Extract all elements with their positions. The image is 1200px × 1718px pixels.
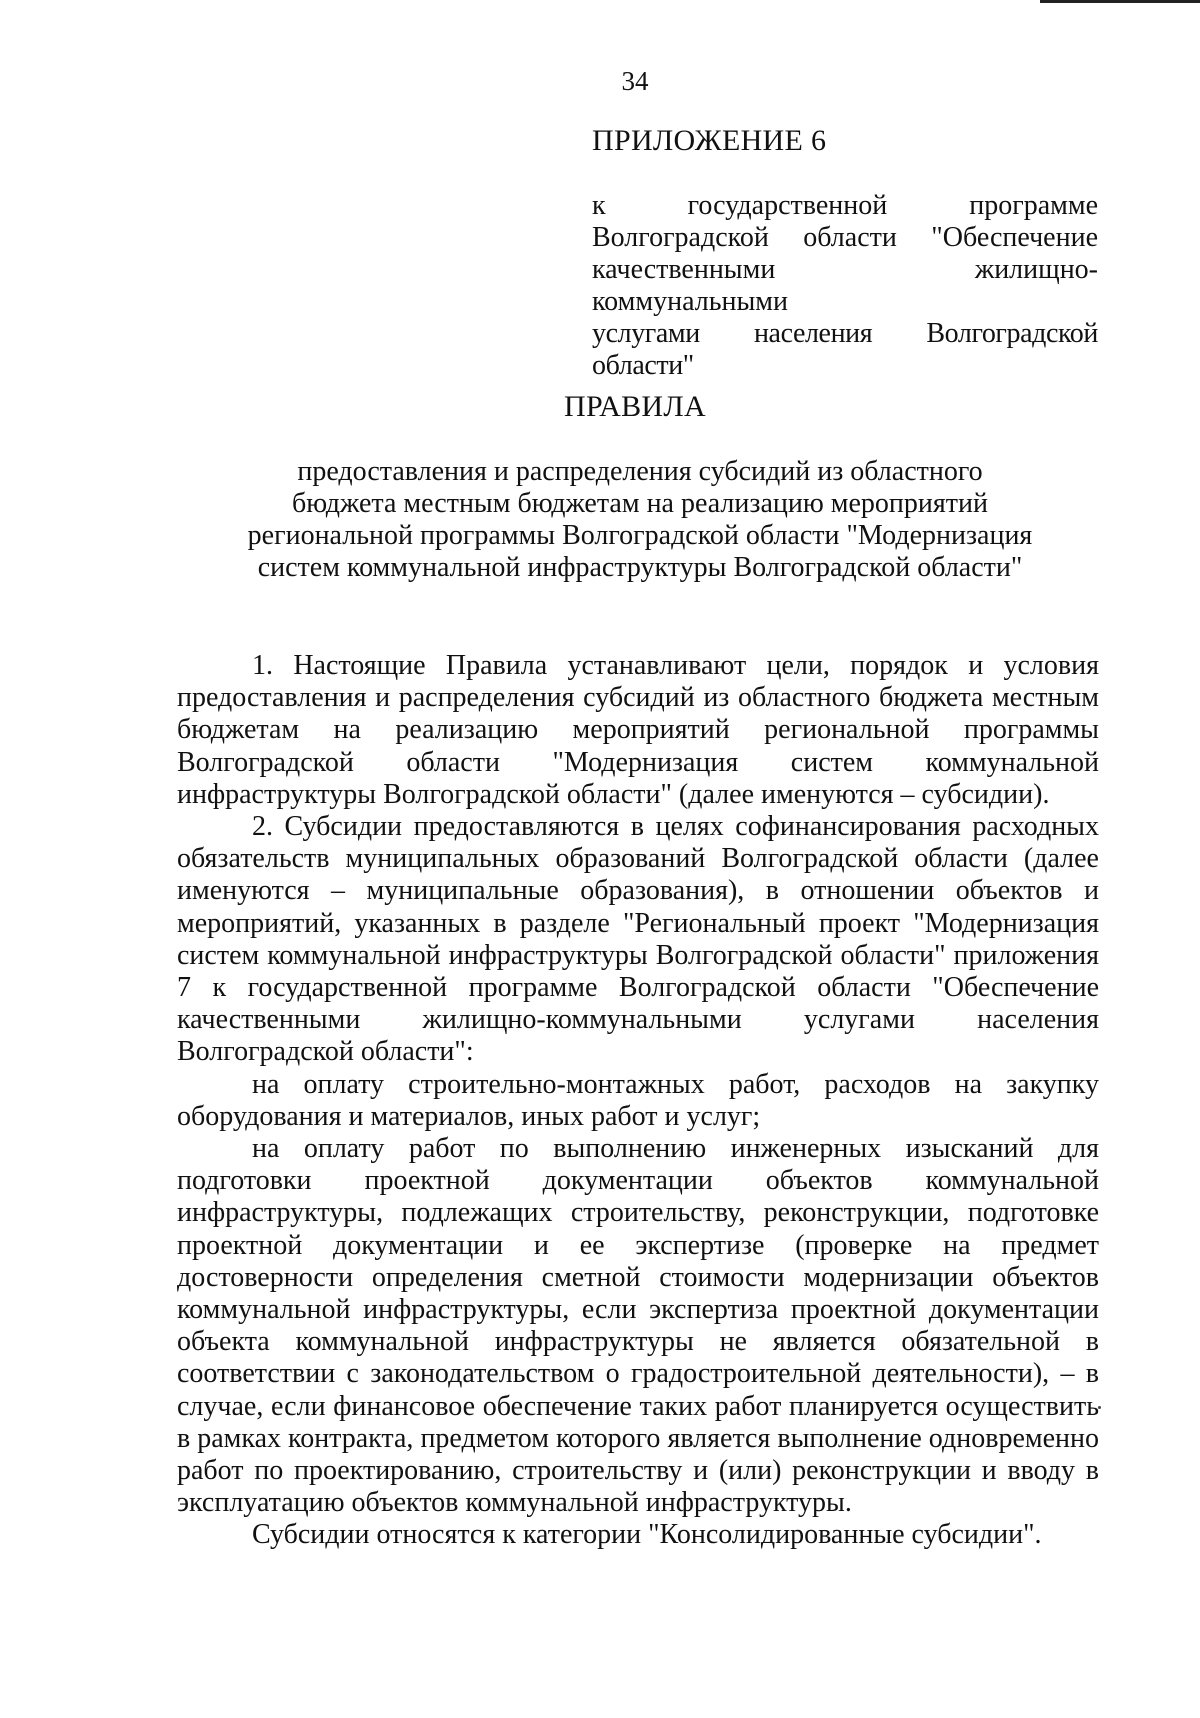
appendix-reference-line: Волгоградской области "Обеспечение bbox=[592, 222, 1098, 253]
rules-subtitle bbox=[180, 456, 1100, 584]
appendix-reference-line: качественными жилищно-коммунальными bbox=[592, 254, 1098, 317]
paragraph-5: Субсидии относятся к категории "Консолидированные субсидии". bbox=[252, 1519, 1042, 1551]
paragraph-2: 2. Субсидии предоставляются в целях софинансирования расходных обязательств муниципальных образований Волгоградской области (далее именуются – муниципальные образования), в отношении объектов и мероприятий, указанных в разделе "Региональный проект "Модернизация систем коммунальной инфраструктуры Волгоградской области" приложения 7 к государственной программе Волгоградской области "Обеспечение качественными жилищно-коммунальными услугами населения Волгоградской области": bbox=[177, 811, 1099, 1068]
paragraph-4: на оплату работ по выполнению инженерных изысканий для подготовки проектной документации объектов коммунальной инфраструктуры, подлежащих строительству, реконструкции, подготовке проектной документации и ее экспертизе (проверке на предмет достоверности определения сметной стоимости модернизации объектов коммунальной инфраструктуры, если экспертиза проектной документации объекта коммунальной инфраструктуры не является обязательной в соответствии с законодательством о градостроительной деятельности), – в случае, если финансовое обеспечение таких работ планируется осуществить в рамках контракта, предметом которого является выполнение одновременно работ по проектированию, строительству и (или) реконструкции и вводу в эксплуатацию объектов коммунальной инфраструктуры. bbox=[177, 1133, 1099, 1519]
scan-edge-mark bbox=[1040, 0, 1200, 3]
appendix-title: ПРИЛОЖЕНИЕ 6 bbox=[592, 124, 827, 157]
appendix-reference-line: услугами населения Волгоградской области" bbox=[592, 318, 1098, 381]
rules-subtitle-line: бюджета местным бюджетам на реализацию мероприятий bbox=[292, 488, 988, 519]
appendix-reference bbox=[592, 190, 1098, 382]
rules-title: ПРАВИЛА bbox=[564, 390, 706, 423]
document-body bbox=[177, 650, 1099, 1552]
paragraph-3: на оплату строительно-монтажных работ, расходов на закупку оборудования и материалов, иных работ и услуг; bbox=[177, 1068, 1099, 1132]
rules-subtitle-line: региональной программы Волгоградской области "Модернизация bbox=[247, 520, 1033, 551]
rules-subtitle-line: систем коммунальной инфраструктуры Волгоградской области" bbox=[257, 552, 1023, 583]
paragraph-1: 1. Настоящие Правила устанавливают цели, порядок и условия предоставления и распределения субсидий из областного бюджета местным бюджетам на реализацию мероприятий региональной программы Волгоградской области "Модернизация систем коммунальной инфраструктуры Волгоградской области" (далее именуются – субсидии). bbox=[177, 650, 1099, 810]
rules-subtitle-line: предоставления и распределения субсидий из областного bbox=[297, 456, 983, 487]
page-number: 34 bbox=[621, 66, 649, 96]
appendix-reference-line: к государственной программе bbox=[592, 190, 1098, 221]
